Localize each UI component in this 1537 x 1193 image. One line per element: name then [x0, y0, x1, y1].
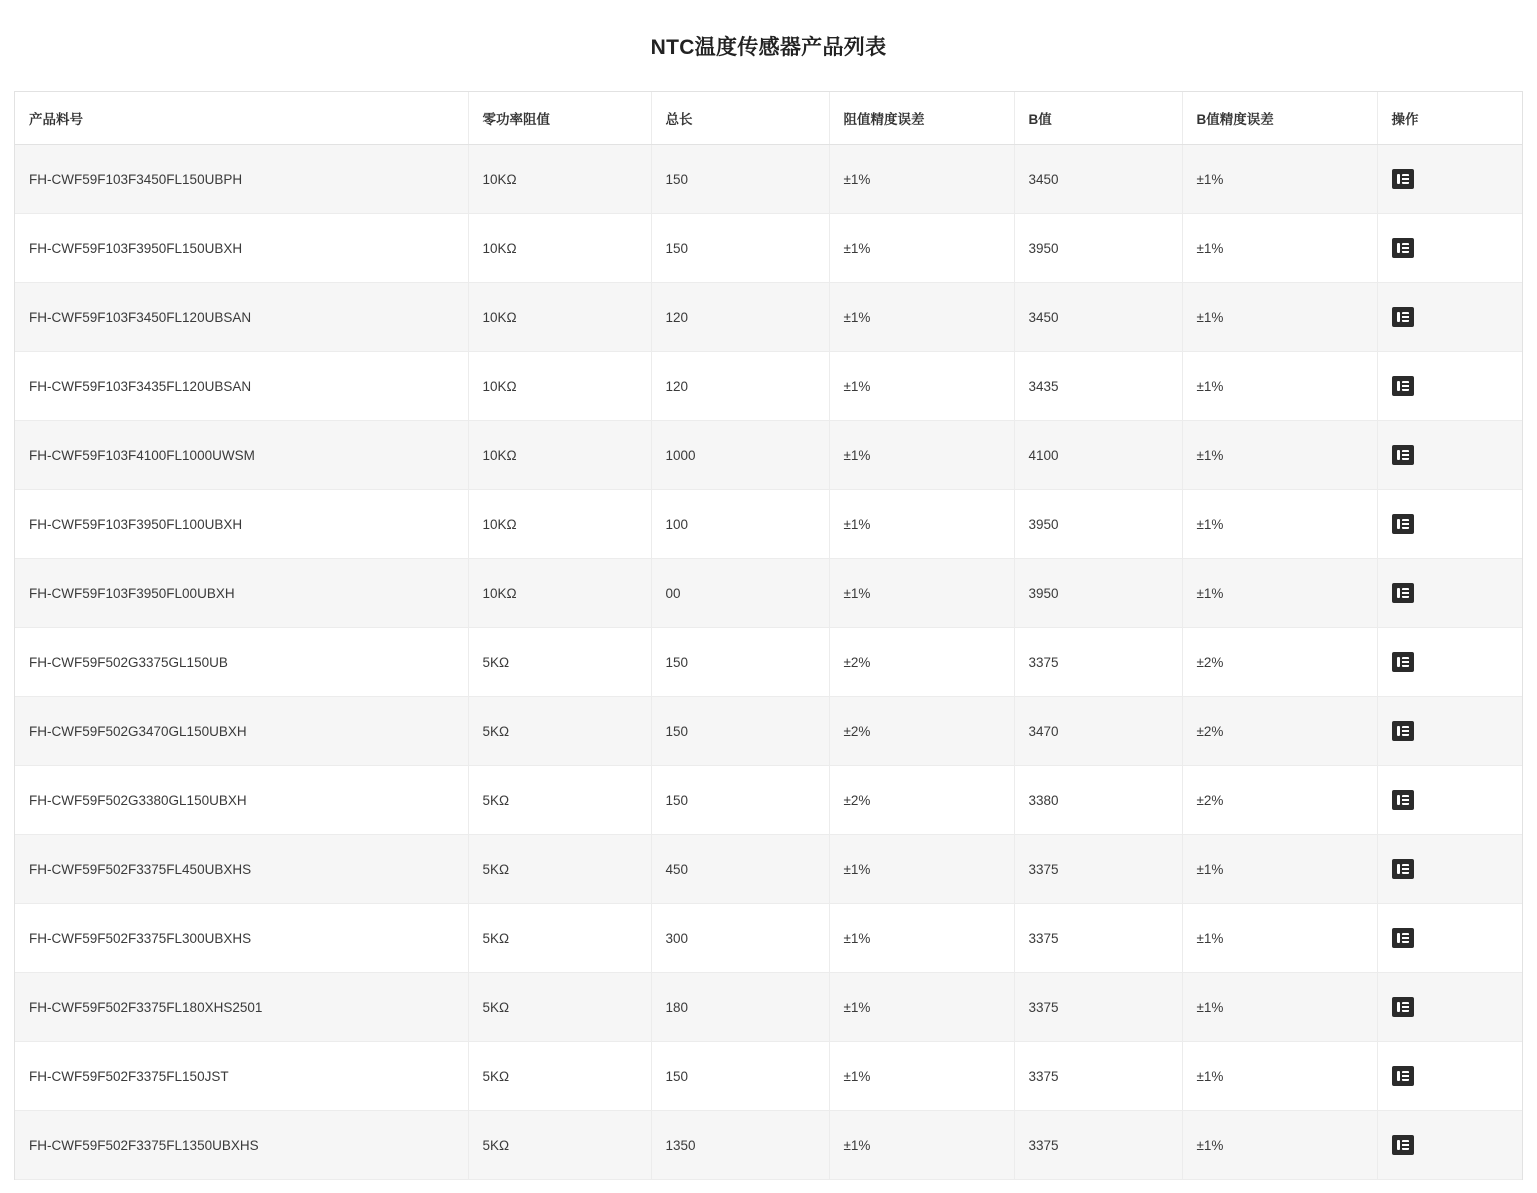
resistance-tolerance-cell: ±1% [829, 904, 1014, 973]
total-length-cell: 00 [651, 559, 829, 628]
document-list-icon [1397, 725, 1409, 737]
document-list-icon [1397, 1001, 1409, 1013]
column-header-zero-power-resistance: 零功率阻值 [468, 92, 651, 145]
b-value-cell: 3950 [1014, 559, 1182, 628]
resistance-tolerance-cell: ±1% [829, 352, 1014, 421]
document-list-icon [1397, 518, 1409, 530]
part-number-cell: FH-CWF59F502F3375FL1350UBXHS [15, 1111, 468, 1180]
b-value-tolerance-cell: ±1% [1182, 145, 1377, 214]
column-header-part-number: 产品料号 [15, 92, 468, 145]
b-value-cell: 3375 [1014, 1111, 1182, 1180]
part-number-cell: FH-CWF59F502G3470GL150UBXH [15, 697, 468, 766]
zero-power-resistance-cell: 10KΩ [468, 559, 651, 628]
total-length-cell: 120 [651, 352, 829, 421]
actions-cell [1377, 628, 1523, 697]
view-detail-button[interactable] [1392, 721, 1414, 741]
view-detail-button[interactable] [1392, 1135, 1414, 1155]
b-value-tolerance-cell: ±1% [1182, 559, 1377, 628]
b-value-cell: 3375 [1014, 973, 1182, 1042]
part-number-cell: FH-CWF59F502G3375GL150UB [15, 628, 468, 697]
document-list-icon [1397, 173, 1409, 185]
resistance-tolerance-cell: ±2% [829, 628, 1014, 697]
table-row [15, 283, 1523, 352]
zero-power-resistance-cell: 5KΩ [468, 628, 651, 697]
total-length-cell: 300 [651, 904, 829, 973]
document-list-icon [1397, 449, 1409, 461]
view-detail-button[interactable] [1392, 514, 1414, 534]
zero-power-resistance-cell: 10KΩ [468, 214, 651, 283]
view-detail-button[interactable] [1392, 238, 1414, 258]
zero-power-resistance-cell: 5KΩ [468, 835, 651, 904]
total-length-cell: 1000 [651, 421, 829, 490]
actions-cell [1377, 973, 1523, 1042]
total-length-cell: 150 [651, 145, 829, 214]
actions-cell [1377, 214, 1523, 283]
resistance-tolerance-cell: ±1% [829, 1111, 1014, 1180]
table-body [15, 145, 1523, 1180]
resistance-tolerance-cell: ±1% [829, 490, 1014, 559]
zero-power-resistance-cell: 10KΩ [468, 283, 651, 352]
page-title: NTC温度传感器产品列表 [650, 36, 887, 60]
table-row [15, 145, 1523, 214]
b-value-tolerance-cell: ±2% [1182, 628, 1377, 697]
actions-cell [1377, 421, 1523, 490]
zero-power-resistance-cell: 5KΩ [468, 697, 651, 766]
b-value-tolerance-cell: ±1% [1182, 1042, 1377, 1111]
total-length-cell: 180 [651, 973, 829, 1042]
b-value-cell: 3450 [1014, 283, 1182, 352]
zero-power-resistance-cell: 10KΩ [468, 352, 651, 421]
product-table [15, 92, 1523, 1180]
actions-cell [1377, 352, 1523, 421]
table-row [15, 214, 1523, 283]
actions-cell [1377, 1042, 1523, 1111]
actions-cell [1377, 697, 1523, 766]
part-number-cell: FH-CWF59F502F3375FL150JST [15, 1042, 468, 1111]
document-list-icon [1397, 794, 1409, 806]
total-length-cell: 450 [651, 835, 829, 904]
resistance-tolerance-cell: ±1% [829, 145, 1014, 214]
total-length-cell: 150 [651, 628, 829, 697]
view-detail-button[interactable] [1392, 307, 1414, 327]
b-value-tolerance-cell: ±1% [1182, 352, 1377, 421]
zero-power-resistance-cell: 5KΩ [468, 1042, 651, 1111]
b-value-tolerance-cell: ±1% [1182, 214, 1377, 283]
b-value-cell: 3435 [1014, 352, 1182, 421]
b-value-tolerance-cell: ±1% [1182, 283, 1377, 352]
document-list-icon [1397, 311, 1409, 323]
total-length-cell: 150 [651, 766, 829, 835]
view-detail-button[interactable] [1392, 376, 1414, 396]
b-value-tolerance-cell: ±1% [1182, 973, 1377, 1042]
document-list-icon [1397, 656, 1409, 668]
resistance-tolerance-cell: ±1% [829, 559, 1014, 628]
view-detail-button[interactable] [1392, 928, 1414, 948]
b-value-cell: 3950 [1014, 214, 1182, 283]
zero-power-resistance-cell: 5KΩ [468, 973, 651, 1042]
part-number-cell: FH-CWF59F103F3450FL120UBSAN [15, 283, 468, 352]
part-number-cell: FH-CWF59F103F3450FL150UBPH [15, 145, 468, 214]
view-detail-button[interactable] [1392, 445, 1414, 465]
document-list-icon [1397, 863, 1409, 875]
b-value-tolerance-cell: ±1% [1182, 1111, 1377, 1180]
document-list-icon [1397, 932, 1409, 944]
total-length-cell: 100 [651, 490, 829, 559]
resistance-tolerance-cell: ±1% [829, 835, 1014, 904]
part-number-cell: FH-CWF59F502F3375FL180XHS2501 [15, 973, 468, 1042]
actions-cell [1377, 559, 1523, 628]
resistance-tolerance-cell: ±1% [829, 421, 1014, 490]
total-length-cell: 1350 [651, 1111, 829, 1180]
b-value-cell: 4100 [1014, 421, 1182, 490]
table-row [15, 697, 1523, 766]
part-number-cell: FH-CWF59F502F3375FL450UBXHS [15, 835, 468, 904]
table-row [15, 352, 1523, 421]
b-value-cell: 3375 [1014, 628, 1182, 697]
part-number-cell: FH-CWF59F103F4100FL1000UWSM [15, 421, 468, 490]
resistance-tolerance-cell: ±1% [829, 1042, 1014, 1111]
actions-cell [1377, 1111, 1523, 1180]
column-header-b-value-tolerance: B值精度误差 [1182, 92, 1377, 145]
column-header-resistance-tolerance: 阻值精度误差 [829, 92, 1014, 145]
resistance-tolerance-cell: ±1% [829, 283, 1014, 352]
b-value-cell: 3950 [1014, 490, 1182, 559]
column-header-total-length: 总长 [651, 92, 829, 145]
actions-cell [1377, 490, 1523, 559]
product-table-container [14, 91, 1523, 1180]
table-row [15, 835, 1523, 904]
view-detail-button[interactable] [1392, 859, 1414, 879]
view-detail-button[interactable] [1392, 169, 1414, 189]
zero-power-resistance-cell: 10KΩ [468, 490, 651, 559]
table-row [15, 1042, 1523, 1111]
view-detail-button[interactable] [1392, 790, 1414, 810]
view-detail-button[interactable] [1392, 997, 1414, 1017]
view-detail-button[interactable] [1392, 1066, 1414, 1086]
column-header-b-value: B值 [1014, 92, 1182, 145]
table-header-row [15, 92, 1523, 145]
resistance-tolerance-cell: ±1% [829, 214, 1014, 283]
total-length-cell: 150 [651, 214, 829, 283]
column-header-actions: 操作 [1377, 92, 1523, 145]
actions-cell [1377, 835, 1523, 904]
view-detail-button[interactable] [1392, 652, 1414, 672]
actions-cell [1377, 766, 1523, 835]
part-number-cell: FH-CWF59F103F3950FL100UBXH [15, 490, 468, 559]
table-row [15, 1111, 1523, 1180]
b-value-cell: 3450 [1014, 145, 1182, 214]
actions-cell [1377, 904, 1523, 973]
actions-cell [1377, 145, 1523, 214]
b-value-tolerance-cell: ±1% [1182, 904, 1377, 973]
zero-power-resistance-cell: 5KΩ [468, 1111, 651, 1180]
document-list-icon [1397, 242, 1409, 254]
table-row [15, 973, 1523, 1042]
b-value-cell: 3375 [1014, 904, 1182, 973]
b-value-tolerance-cell: ±1% [1182, 835, 1377, 904]
document-list-icon [1397, 1070, 1409, 1082]
zero-power-resistance-cell: 5KΩ [468, 904, 651, 973]
total-length-cell: 150 [651, 697, 829, 766]
part-number-cell: FH-CWF59F502F3375FL300UBXHS [15, 904, 468, 973]
part-number-cell: FH-CWF59F103F3950FL00UBXH [15, 559, 468, 628]
zero-power-resistance-cell: 10KΩ [468, 145, 651, 214]
table-row [15, 559, 1523, 628]
resistance-tolerance-cell: ±1% [829, 973, 1014, 1042]
part-number-cell: FH-CWF59F103F3435FL120UBSAN [15, 352, 468, 421]
page-root [0, 14, 1537, 1193]
view-detail-button[interactable] [1392, 583, 1414, 603]
document-list-icon [1397, 380, 1409, 392]
actions-cell [1377, 283, 1523, 352]
b-value-tolerance-cell: ±1% [1182, 490, 1377, 559]
table-row [15, 421, 1523, 490]
table-row [15, 766, 1523, 835]
b-value-tolerance-cell: ±1% [1182, 421, 1377, 490]
part-number-cell: FH-CWF59F103F3950FL150UBXH [15, 214, 468, 283]
table-header [15, 92, 1523, 145]
table-row [15, 628, 1523, 697]
b-value-cell: 3380 [1014, 766, 1182, 835]
part-number-cell: FH-CWF59F502G3380GL150UBXH [15, 766, 468, 835]
b-value-cell: 3375 [1014, 1042, 1182, 1111]
table-row [15, 904, 1523, 973]
total-length-cell: 150 [651, 1042, 829, 1111]
zero-power-resistance-cell: 10KΩ [468, 421, 651, 490]
document-list-icon [1397, 587, 1409, 599]
resistance-tolerance-cell: ±2% [829, 697, 1014, 766]
table-row [15, 490, 1523, 559]
total-length-cell: 120 [651, 283, 829, 352]
resistance-tolerance-cell: ±2% [829, 766, 1014, 835]
b-value-cell: 3375 [1014, 835, 1182, 904]
zero-power-resistance-cell: 5KΩ [468, 766, 651, 835]
b-value-tolerance-cell: ±2% [1182, 697, 1377, 766]
b-value-tolerance-cell: ±2% [1182, 766, 1377, 835]
document-list-icon [1397, 1139, 1409, 1151]
b-value-cell: 3470 [1014, 697, 1182, 766]
